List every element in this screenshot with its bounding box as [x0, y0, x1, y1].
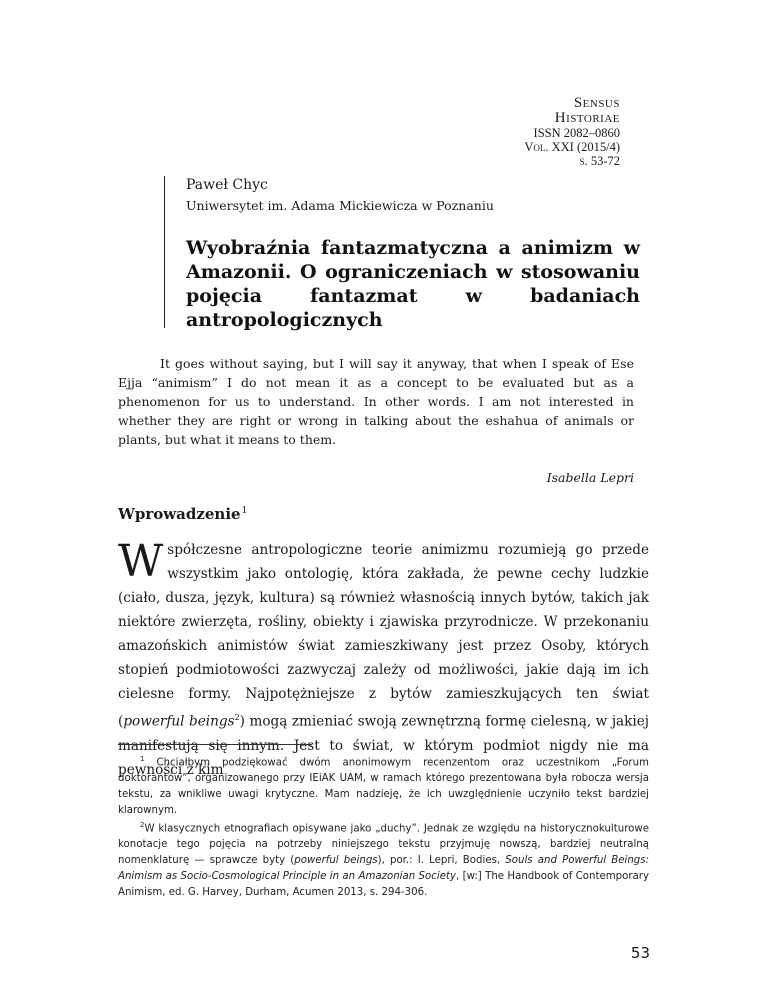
footnote-2: [118, 817, 649, 901]
page-number: 53: [630, 944, 650, 962]
article-author: Paweł Chyc: [186, 177, 268, 193]
motto-quote: It goes without saying, but I will say it anyway, that when I speak of Ese Ejja “animism” I do not mean it as a concept to be evaluated but as a phenomenon for us to understand. In other words. I am not interested in whether they are right or wrong in talking about the eshahua of animals or plants, but what it means to them.: [118, 356, 634, 447]
body-paragraph: [118, 538, 649, 782]
body-text-part2: ) mogą zmieniać swoją zewnętrzną formę cielesną, w jakiej manifestują się innym. Jest to świat, w którym podmiot nigdy nie ma pewności z kim: [118, 713, 649, 778]
journal-volume: Vol. XXI (2015/4): [524, 140, 620, 154]
journal-pages: s. 53-72: [579, 154, 620, 168]
footnote-1: [118, 751, 649, 819]
journal-name-line1: Sensus: [573, 95, 620, 111]
journal-issn: ISSN 2082–0860: [533, 126, 620, 140]
footnote-ref-2[interactable]: 2: [234, 713, 240, 722]
article-affiliation: Uniwersytet im. Adama Mickiewicza w Poznaniu: [186, 198, 494, 213]
footnote-1-text: Chciałbym podziękować dwóm anonimowym recenzentom oraz uczestnikom „Forum doktorantów”, organizowanego przy IEiAK UAM, w ramach którego prezentowana była robocza wersja tekstu, za wnikliwe uwagi krytyczne. Mam nadzieję, że ich uwzględnienie uczyniło tekst bardziej klarownym.: [118, 757, 649, 817]
body-text-part1: spółczesne antropologiczne teorie animizmu rozumieją go przede wszystkim jako ontologię, która zakłada, że pewne cechy ludzkie (ciało, dusza, język, kultura) są również własnością innych bytów, takich jak niektóre zwierzęta, rośliny, obiekty i zjawiska przyrodnicze. W przekonaniu amazońskich animistów świat zamieszkiwany jest przez Osoby, których stopień podmiotowości zazwyczaj zależy od możliwości, jakie dają im ich cielesne formy. Najpotężniejsze z bytów zamieszkujących ten świat (: [118, 542, 649, 730]
journal-header: [524, 96, 620, 168]
drop-cap: W: [118, 536, 164, 587]
footnote-2-italic1: powerful beings: [294, 855, 378, 867]
footnote-2-mark: 2: [140, 821, 145, 829]
footnote-2-part1: W klasycznych etnografiach opisywane jako „duchy”. Jednak ze względu na historycznokulturowe konotacje tego pojęcia na potrzeby niniejszego tekstu przyjmuję nowszą, bardziej neutralną nomenklaturę — sprawcze byty (: [118, 823, 649, 867]
section-heading-text: Wprowadzenie: [118, 505, 241, 523]
journal-name-line2: Historiae: [554, 110, 620, 126]
footnote-2-part3: , [w:] The Handbook of Contemporary Animism, ed. G. Harvey, Durham, Acumen 2013, s. 294-306.: [118, 871, 649, 899]
footnote-2-italic2: Souls and Powerful Beings: Animism as Socio-Cosmological Principle in an Amazonian Society: [118, 855, 650, 883]
footnote-ref-1[interactable]: 1: [241, 506, 248, 516]
article-title: Wyobraźnia fantazmatyczna a animizm w Amazonii. O ograniczeniach w stosowaniu pojęcia fantazmat w badaniach antropologicznych: [186, 237, 640, 331]
footnote-separator: [118, 744, 312, 745]
section-heading: [118, 505, 247, 523]
footnote-2-part2: ), por.: I. Lepri, Bodies,: [377, 855, 506, 867]
footnote-1-mark: 1: [140, 755, 145, 763]
motto-author: Isabella Lepri: [546, 470, 634, 485]
body-italic-term: powerful beings: [123, 713, 235, 730]
